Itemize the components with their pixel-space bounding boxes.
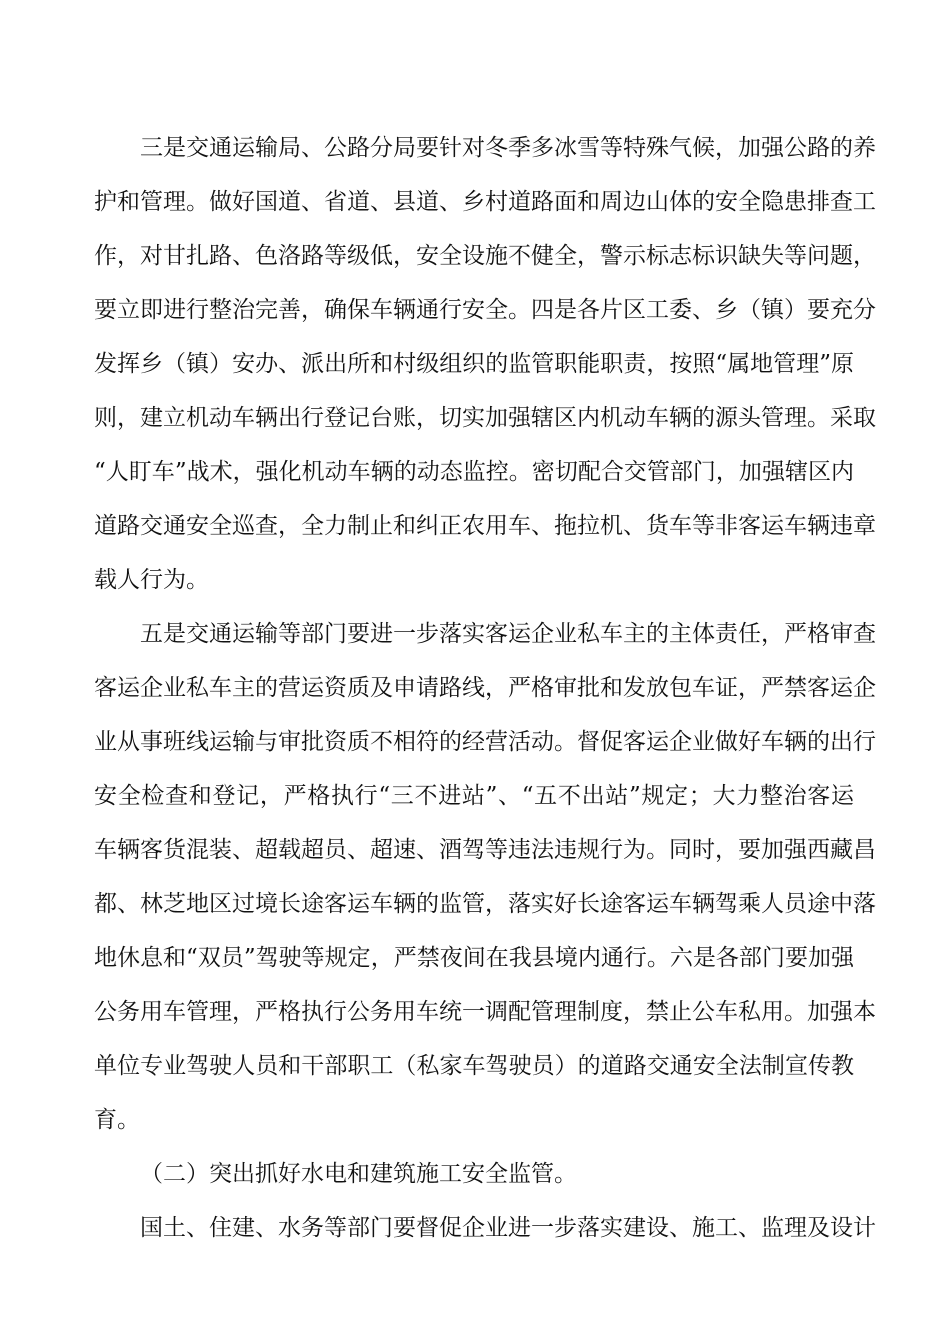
paragraph-line: 道路交通安全巡查，全力制止和纠正农用车、拖拉机、货车等非客运车辆违章 [94, 513, 876, 539]
paragraph-line: 单位专业驾驶人员和干部职工（私家车驾驶员）的道路交通安全法制宣传教 [94, 1053, 854, 1079]
paragraph-line: 公务用车管理，严格执行公务用车统一调配管理制度，禁止公车私用。加强本 [94, 999, 876, 1025]
paragraph-line: 护和管理。做好国道、省道、县道、乡村道路面和周边山体的安全隐患排查工 [94, 189, 876, 215]
paragraph-line: 载人行为。 [94, 567, 209, 593]
paragraph-line: 车辆客货混装、超载超员、超速、酒驾等违法违规行为。同时，要加强西藏昌 [94, 837, 876, 863]
paragraph-line: 三是交通运输局、公路分局要针对冬季多冰雪等特殊气候，加强公路的养 [140, 135, 876, 161]
paragraph-line: 业从事班线运输与审批资质不相符的经营活动。督促客运企业做好车辆的出行 [94, 729, 876, 755]
paragraph-line: 客运企业私车主的营运资质及申请路线，严格审批和发放包车证，严禁客运企 [94, 675, 876, 701]
paragraph-line: 都、林芝地区过境长途客运车辆的监管，落实好长途客运车辆驾乘人员途中落 [94, 891, 876, 917]
paragraph-line: 育。 [94, 1107, 140, 1133]
paragraph-line: 地休息和“双员”驾驶等规定，严禁夜间在我县境内通行。六是各部门要加强 [94, 945, 854, 971]
paragraph-line: 则，建立机动车辆出行登记台账，切实加强辖区内机动车辆的源头管理。采取 [94, 405, 876, 431]
section-heading: （二）突出抓好水电和建筑施工安全监管。 [140, 1161, 577, 1187]
paragraph-line: 国土、住建、水务等部门要督促企业进一步落实建设、施工、监理及设计 [140, 1215, 876, 1241]
paragraph-line: 作，对甘扎路、色洛路等级低，安全设施不健全，警示标志标识缺失等问题， [94, 243, 876, 269]
paragraph-line: “人盯车”战术，强化机动车辆的动态监控。密切配合交管部门，加强辖区内 [94, 459, 854, 485]
paragraph-line: 五是交通运输等部门要进一步落实客运企业私车主的主体责任，严格审查 [140, 621, 876, 647]
paragraph-line: 安全检查和登记，严格执行“三不进站”、“五不出站”规定；大力整治客运 [94, 783, 854, 809]
paragraph-line: 发挥乡（镇）安办、派出所和村级组织的监管职能职责，按照“属地管理”原 [94, 351, 854, 377]
paragraph-line: 要立即进行整治完善，确保车辆通行安全。四是各片区工委、乡（镇）要充分 [94, 297, 876, 323]
